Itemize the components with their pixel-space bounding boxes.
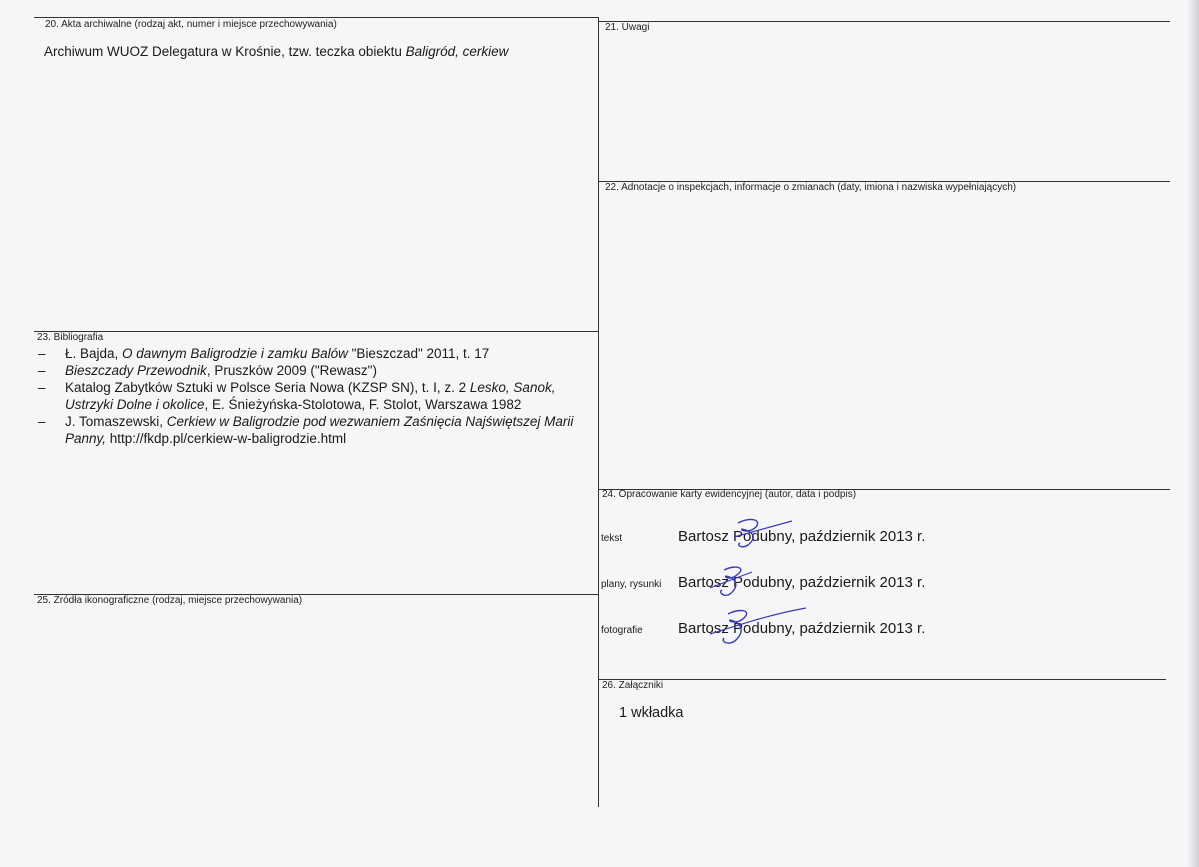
section-25-label: 25. Źródła ikonograficzne (rodzaj, miejsce przechowywania) xyxy=(37,595,303,606)
author-row-value: Bartosz Podubny, październik 2013 r. xyxy=(678,574,926,591)
center-divider xyxy=(598,17,599,807)
bib-author: Katalog Zabytków Sztuki w Polsce Seria Nowa (KZSP SN), t. I, z. 2 xyxy=(65,380,470,395)
divider-21-top xyxy=(598,21,1170,22)
author-row-label: fotografie xyxy=(601,625,643,636)
section-20-text xyxy=(44,44,508,59)
section-21-label: 21. Uwagi xyxy=(605,22,650,33)
section-22-label: 22. Adnotacje o inspekcjach, informacje o zmianach (daty, imiona i nazwiska wypełniających) xyxy=(605,182,1017,193)
list-dash: – xyxy=(38,380,46,395)
page-edge xyxy=(1187,0,1199,867)
bibliography-item-text xyxy=(65,345,598,362)
bib-source: , Pruszków 2009 ("Rewasz") xyxy=(206,363,377,378)
signature-mark xyxy=(708,562,778,598)
section-20-label: 20. Akta archiwalne (rodzaj akt, numer i miejsce przechowywania) xyxy=(45,19,337,30)
author-row-plans xyxy=(601,571,1161,601)
author-row-label: tekst xyxy=(601,533,623,544)
signature-mark xyxy=(702,604,812,648)
bib-title: Bieszczady Przewodnik xyxy=(65,363,207,378)
bib-title: Lesko, Sanok, Ustrzyki Dolne i okolice xyxy=(65,380,556,412)
attachments-value: 1 wkładka xyxy=(619,705,684,721)
section-20-text-plain: Archiwum WUOZ Delegatura w Krośnie, tzw. teczka obiektu xyxy=(44,44,406,59)
bibliography-item-text xyxy=(65,413,598,447)
section-24-label: 24. Opracowanie karty ewidencyjnej (autor, data i podpis) xyxy=(602,489,857,500)
author-row-photos xyxy=(601,617,1161,647)
section-23-label: 23. Bibliografia xyxy=(37,332,104,343)
list-dash: – xyxy=(38,346,46,361)
list-dash: – xyxy=(38,414,46,429)
bibliography-item xyxy=(38,379,598,413)
bib-source: , E. Śnieżyńska-Stolotowa, F. Stolot, Warszawa 1982 xyxy=(204,397,522,412)
author-row-value: Bartosz Podubny, październik 2013 r. xyxy=(678,620,926,637)
divider-20-top xyxy=(34,17,598,18)
bib-title: Cerkiew w Baligrodzie pod wezwaniem Zaśnięcia Najświętszej Marii Panny, xyxy=(65,414,574,446)
bibliography-item xyxy=(38,345,598,362)
section-26-label: 26. Załączniki xyxy=(602,680,664,691)
bibliography-item-text xyxy=(65,362,598,379)
author-row-value: Bartosz Podubny, październik 2013 r. xyxy=(678,528,926,545)
bibliography-item-text xyxy=(65,379,598,413)
bib-author: J. Tomaszewski, xyxy=(65,414,167,429)
divider-23-top xyxy=(34,331,598,332)
author-row-label: plany, rysunki xyxy=(601,579,662,590)
bib-author: Ł. Bajda, xyxy=(65,346,123,361)
bibliography-list xyxy=(38,345,598,447)
author-row-text xyxy=(601,525,1161,555)
list-dash: – xyxy=(38,363,46,378)
bib-title: O dawnym Baligrodzie i zamku Balów xyxy=(122,346,348,361)
bib-source: "Bieszczad" 2011, t. 17 xyxy=(347,346,490,361)
bibliography-item xyxy=(38,362,598,379)
signature-mark xyxy=(728,515,798,551)
divider-26-top xyxy=(598,679,1166,680)
section-20-text-italic: Baligród, cerkiew xyxy=(405,44,509,59)
bib-source: http://fkdp.pl/cerkiew-w-baligrodzie.html xyxy=(106,431,347,446)
bibliography-item xyxy=(38,413,598,447)
